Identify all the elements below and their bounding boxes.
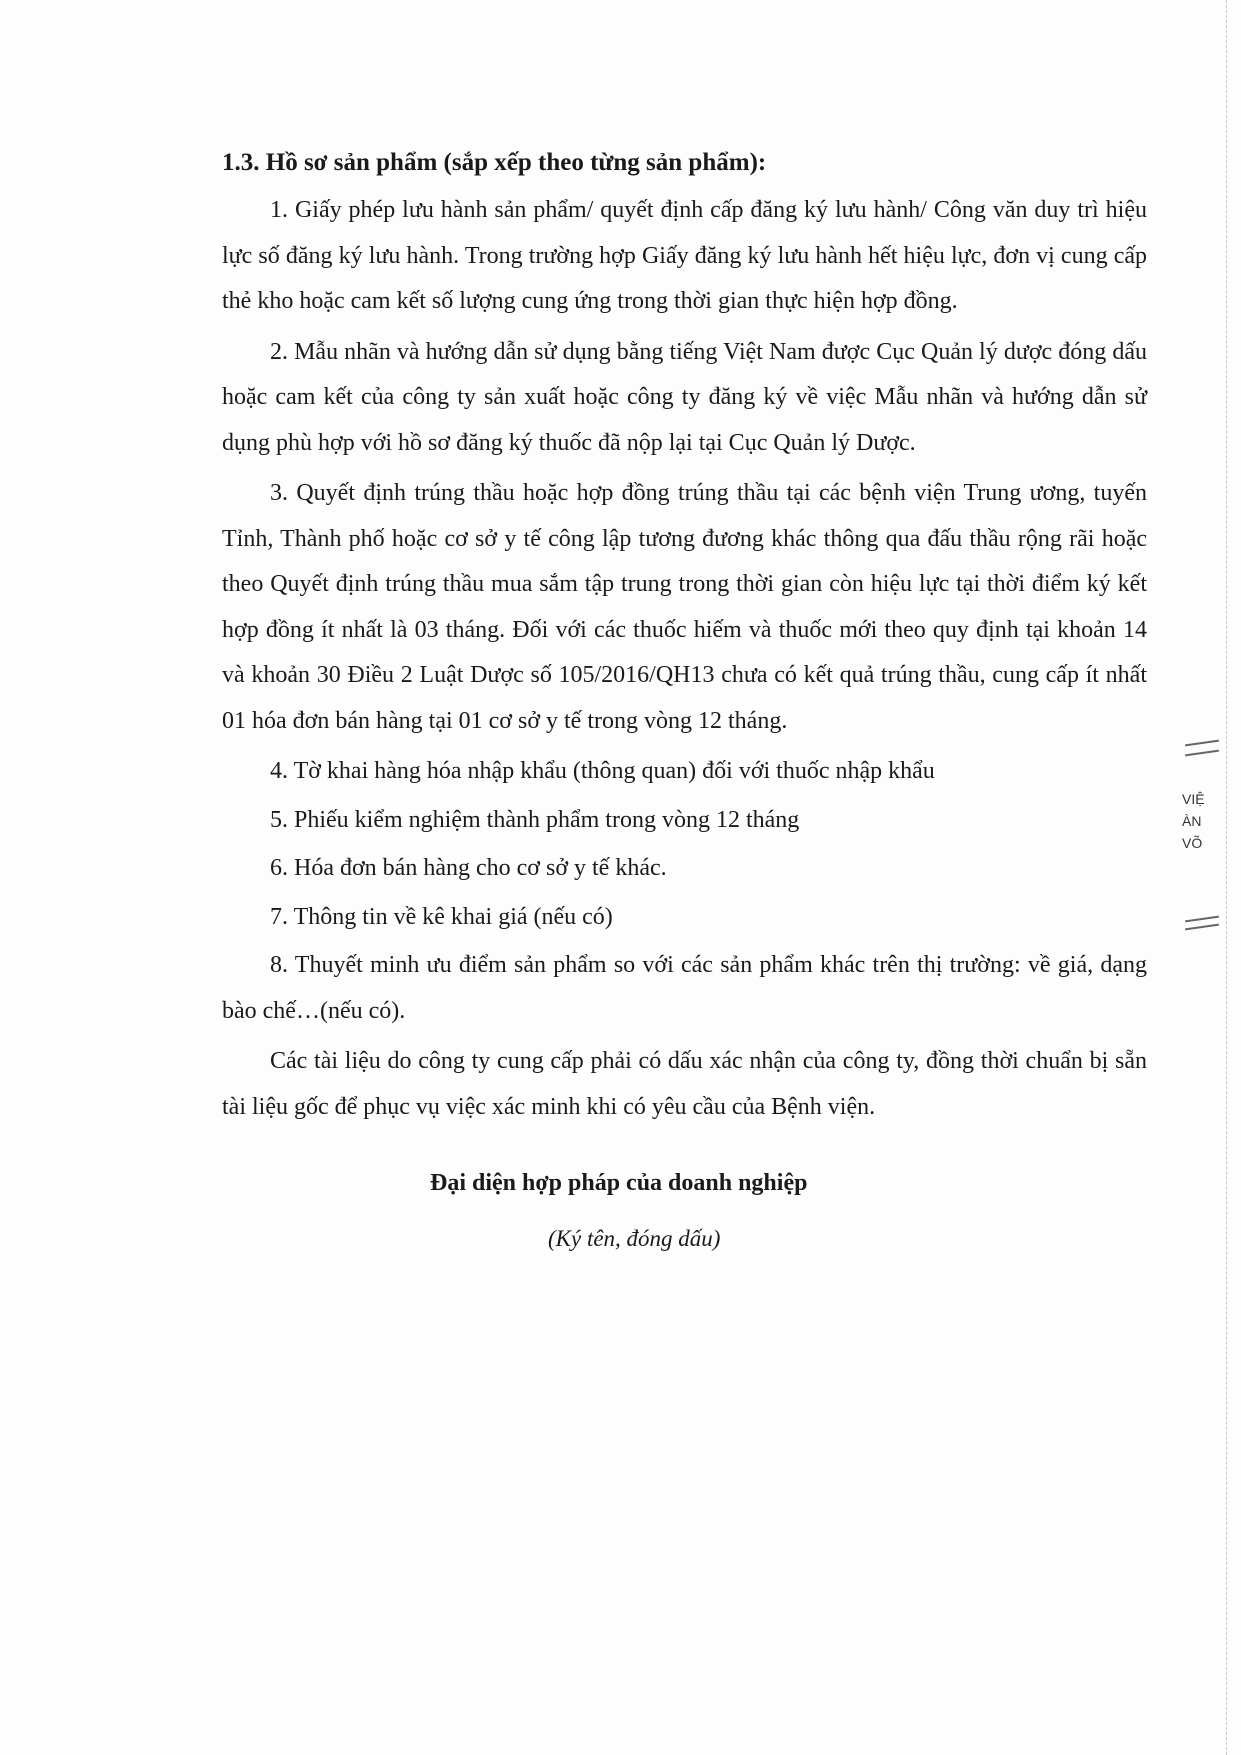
signature-note: (Ký tên, đóng dấu) [548,1226,721,1251]
list-item-3: 3. Quyết định trúng thầu hoặc hợp đồng trúng thầu tại các bệnh viện Trung ương, tuyến Tỉnh, Thành phố hoặc cơ sở y tế công lập tương đương khác thông qua đấu thầu rộng rãi hoặc theo Quyết định trúng thầu mua sắm tập trung trong thời gian còn hiệu lực tại thời điểm ký kết hợp đồng ít nhất là 03 tháng. Đối với các thuốc hiếm và thuốc mới theo quy định tại khoản 14 và khoản 30 Điều 2 Luật Dược số 105/2016/QH13 chưa có kết quả trúng thầu, cung cấp ít nhất 01 hóa đơn bán hàng tại 01 cơ sở y tế trong vòng 12 tháng. [222,480,1147,734]
list-item-8: 8. Thuyết minh ưu điểm sản phẩm so với các sản phẩm khác trên thị trường: về giá, dạng bào chế…(nếu có). [222,952,1147,1024]
section-heading: 1.3. Hồ sơ sản phẩm (sắp xếp theo từng sản phẩm): [222,149,767,176]
stamp-text-3: VÕ [1182,835,1203,851]
page-edge [1226,0,1241,1755]
closing-note: Các tài liệu do công ty cung cấp phải có dấu xác nhận của công ty, đồng thời chuẩn bị sẵn tài liệu gốc để phục vụ việc xác minh khi có yêu cầu của Bệnh viện. [222,1048,1147,1120]
document-body [222,138,1147,1135]
list-item-7: 7. Thông tin về kê khai giá (nếu có) [270,903,613,930]
list-item-4: 4. Tờ khai hàng hóa nhập khẩu (thông quan) đối với thuốc nhập khẩu [270,758,935,784]
list-item-5: 5. Phiếu kiểm nghiệm thành phẩm trong vòng 12 tháng [270,806,800,833]
stamp-mark-bottom-2 [1185,924,1219,931]
stamp-fragment [1182,732,1222,912]
list-item-6: 6. Hóa đơn bán hàng cho cơ sở y tế khác. [270,855,667,881]
signature-title: Đại diện hợp pháp của doanh nghiệp [430,1170,808,1196]
stamp-text-2: ÀN [1182,813,1202,829]
stamp-mark-bottom [1185,916,1219,923]
list-item-2: 2. Mẫu nhãn và hướng dẫn sử dụng bằng tiếng Việt Nam được Cục Quản lý dược đóng dấu hoặc cam kết của công ty sản xuất hoặc công ty đăng ký về việc Mẫu nhãn và hướng dẫn sử dụng phù hợp với hồ sơ đăng ký thuốc đã nộp lại tại Cục Quản lý Dược. [222,338,1147,456]
stamp-text-1: VIỆ [1182,791,1205,807]
list-item-1: 1. Giấy phép lưu hành sản phẩm/ quyết định cấp đăng ký lưu hành/ Công văn duy trì hiệu lực số đăng ký lưu hành. Trong trường hợp Giấy đăng ký lưu hành hết hiệu lực, đơn vị cung cấp thẻ kho hoặc cam kết số lượng cung ứng trong thời gian thực hiện hợp đồng. [222,197,1147,314]
